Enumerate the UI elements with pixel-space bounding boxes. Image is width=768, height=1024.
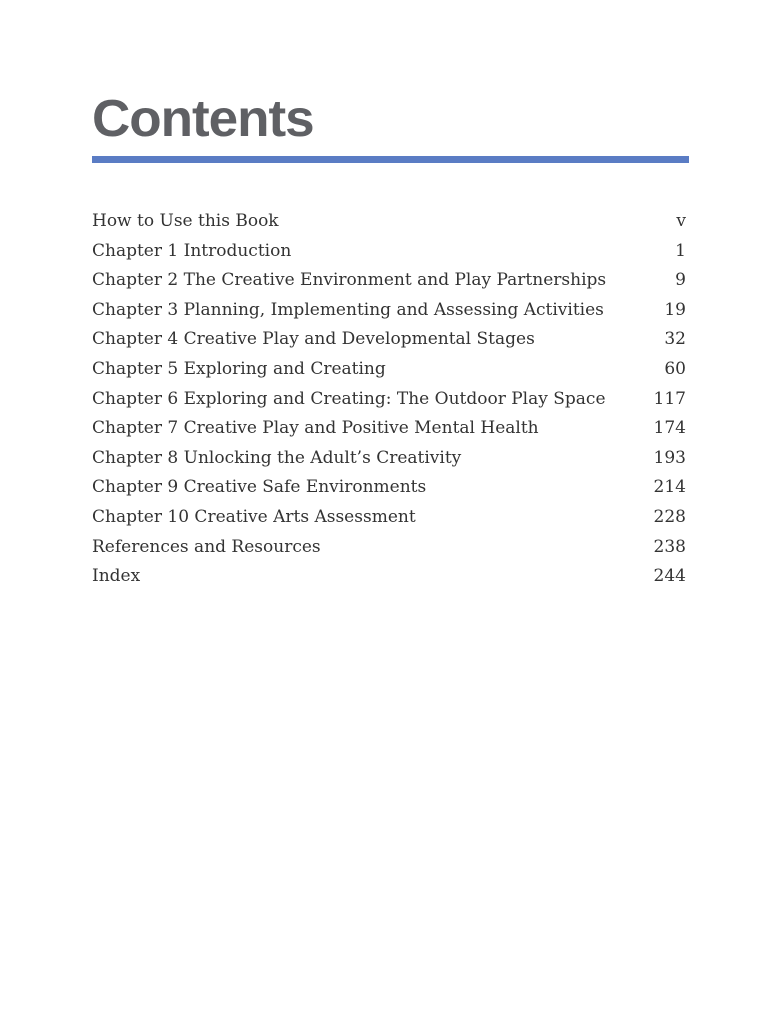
toc-entry[interactable] (92, 270, 686, 300)
toc-entry-label: Chapter 8 Unlocking the Adult’s Creativity (92, 447, 462, 468)
toc-entry[interactable] (92, 389, 686, 419)
page-title: Contents (92, 90, 314, 148)
toc-entry[interactable] (92, 566, 686, 596)
toc-entry-label: Chapter 2 The Creative Environment and Play Partnerships (92, 270, 607, 291)
toc-entry-page: 214 (653, 477, 686, 498)
toc-entry-label: Chapter 4 Creative Play and Developmental Stages (92, 329, 535, 350)
toc-entry-page: 1 (675, 240, 686, 261)
toc-entry-page: 9 (675, 270, 686, 291)
toc-entry-label: References and Resources (92, 536, 321, 557)
toc-entry-label: Chapter 10 Creative Arts Assessment (92, 506, 416, 527)
toc-entry[interactable] (92, 537, 686, 567)
toc-entry-label: Chapter 5 Exploring and Creating (92, 358, 386, 379)
toc-entry[interactable] (92, 241, 686, 271)
toc-entry-page: 238 (653, 536, 686, 557)
toc-entry-page: 174 (653, 418, 686, 439)
toc-entry[interactable] (92, 507, 686, 537)
toc-entry-page: 228 (653, 506, 686, 527)
toc-entry-page: 117 (653, 388, 686, 409)
toc-entry[interactable] (92, 329, 686, 359)
toc-entry-label: Chapter 1 Introduction (92, 240, 292, 261)
toc-entry-page: 60 (664, 358, 686, 379)
title-divider (92, 156, 689, 163)
toc-entry[interactable] (92, 211, 686, 241)
toc-entry-label: Index (92, 566, 141, 587)
toc-entry-page: 244 (653, 566, 686, 587)
toc-entry[interactable] (92, 448, 686, 478)
toc-entry[interactable] (92, 359, 686, 389)
toc-entry-page: 32 (664, 329, 686, 350)
toc-entry-page: v (676, 211, 686, 231)
toc-entry-label: How to Use this Book (92, 211, 279, 231)
toc-entry-label: Chapter 7 Creative Play and Positive Mental Health (92, 418, 539, 439)
toc-entry[interactable] (92, 477, 686, 507)
toc-entry-page: 193 (653, 447, 686, 468)
toc-entry-label: Chapter 9 Creative Safe Environments (92, 477, 427, 498)
toc-entry-page: 19 (664, 299, 686, 320)
toc-entry-label: Chapter 3 Planning, Implementing and Assessing Activities (92, 299, 604, 320)
toc-entry[interactable] (92, 300, 686, 330)
table-of-contents (92, 211, 686, 596)
toc-entry[interactable] (92, 418, 686, 448)
toc-entry-label: Chapter 6 Exploring and Creating: The Outdoor Play Space (92, 388, 606, 409)
